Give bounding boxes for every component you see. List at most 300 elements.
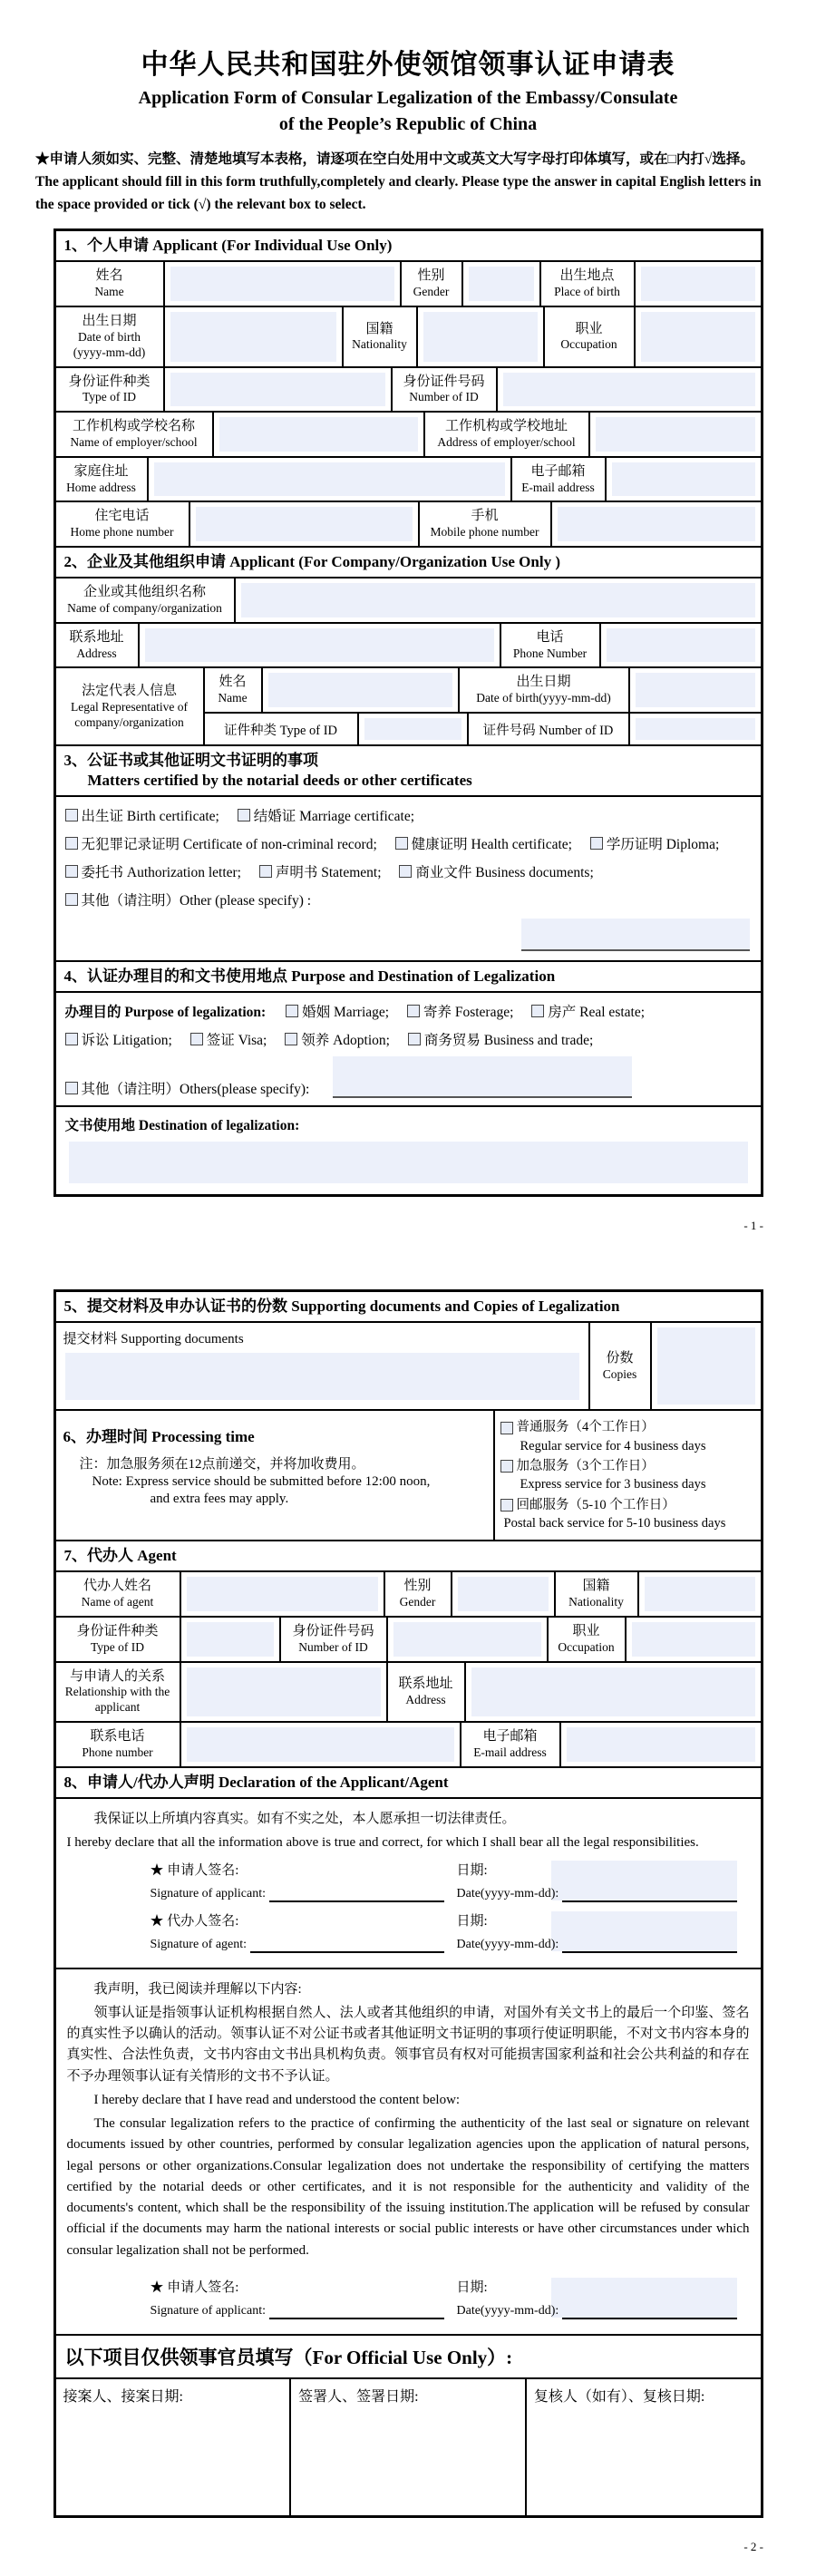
agent-occupation-input[interactable]: [632, 1622, 755, 1657]
option-cn-line: [500, 1457, 755, 1475]
row-org-contact: [56, 622, 761, 667]
section5-header: 5、提交材料及申办认证书的份数 Supporting documents and Copies of Legalization: [63, 1298, 620, 1316]
signature-right: [457, 1861, 750, 1904]
checkbox-label: 领养 Adoption;: [301, 1033, 390, 1049]
cb-postal-service[interactable]: [500, 1499, 513, 1512]
agent-relationship-label: [56, 1663, 180, 1722]
cb-purpose-fosterage[interactable]: [407, 1005, 420, 1017]
agent-email-input[interactable]: [567, 1727, 755, 1762]
case-receiver-label: 接案人、接案日期:: [63, 2388, 183, 2405]
reviewer-cell[interactable]: [525, 2379, 761, 2515]
agent-id-type-input[interactable]: [187, 1622, 274, 1657]
nationality-label: [342, 307, 416, 366]
label-en: Nationality: [352, 337, 407, 352]
label-en: Phone number: [82, 1745, 153, 1759]
mobile-phone-label: [418, 502, 550, 546]
checkbox-item: [408, 1033, 593, 1048]
agent-relationship-input[interactable]: [187, 1667, 381, 1717]
agent-address-input[interactable]: [471, 1667, 755, 1717]
label-cn: 电子邮箱: [482, 1729, 538, 1745]
agent-signature-block: [151, 1911, 750, 1955]
home-address-label: [56, 458, 147, 501]
place-of-birth-cell: [634, 262, 761, 306]
section4-header: 4、认证办理目的和文书使用地点 Purpose and Destination of Legalization: [63, 967, 556, 986]
applicant-signature-block: [151, 1861, 750, 1904]
form-title-cn: 中华人民共和国驻外使领馆领事认证申请表: [141, 50, 675, 80]
date-label-cn: 日期:: [456, 2280, 488, 2295]
sig-agent-line: [151, 1935, 457, 1955]
other-cert-blank-wrap: [56, 917, 761, 960]
option-label-en: Postal back service for 5-10 business days: [503, 1515, 726, 1531]
form-page2-table: [53, 1289, 763, 2517]
cb-birth-cert[interactable]: [65, 809, 78, 821]
checkbox-item: [65, 837, 377, 852]
cb-express-service[interactable]: [500, 1460, 513, 1473]
checkbox-label: 诉讼 Litigation;: [81, 1033, 172, 1049]
label-cn: 份数: [606, 1351, 634, 1366]
agent-nationality-input[interactable]: [645, 1577, 755, 1611]
declaration2-body-cn: 领事认证是指领事认证机构根据自然人、法人或者其他组织的申请，对国外有关文书上的最后一个印鉴、签名的真实性予以确认的活动。领事认证不对公证书或者其他证明文书证明的事项行使证明职能，不对文书内容本身的真实性、合法性负责，文书内容由文书出具机构负责。领事官员有权对可能损害国家利益和社会公共利益的和存在不予办理领事认证有关情形的文书不予认证。: [66, 2005, 750, 2084]
label-en: Date of birth(yyyy-mm-dd): [476, 691, 611, 705]
destination-input[interactable]: [69, 1142, 748, 1183]
purpose-cell: [56, 993, 761, 1105]
checkbox-label: 学历证明 Diploma;: [606, 837, 720, 853]
home-address-input[interactable]: [154, 462, 505, 497]
agent-occupation-cell: [625, 1618, 761, 1661]
supporting-docs-input[interactable]: [65, 1353, 579, 1400]
checkbox-item: [65, 865, 242, 880]
cb-other-cert[interactable]: [65, 893, 78, 906]
cb-regular-service[interactable]: [500, 1422, 513, 1434]
sig-agent-label-cn: ★ 代办人签名:: [150, 1913, 239, 1929]
rep-dob-cell: [628, 668, 761, 712]
date-fill-line[interactable]: [562, 2305, 736, 2319]
date-label-en: Date(yyyy-mm-dd):: [456, 1937, 559, 1951]
label-en: Nationality: [568, 1595, 624, 1609]
dob-label: [56, 307, 163, 366]
label-cn: 工作机构或学校地址: [444, 419, 568, 434]
purpose-options: [56, 993, 761, 1056]
gender-input[interactable]: [469, 267, 534, 301]
option-label-en: Express service for 3 business days: [520, 1477, 706, 1492]
checkbox-item: [395, 837, 572, 852]
cb-health-cert[interactable]: [395, 837, 408, 850]
label-cn: 出生日期: [82, 314, 137, 329]
section8-header: 8、申请人/代办人声明 Declaration of the Applicant/Agent: [63, 1773, 449, 1791]
home-phone-input[interactable]: [196, 507, 413, 541]
home-phone-cell: [189, 502, 418, 546]
label-cn: 性别: [417, 268, 445, 284]
sig-applicant-label-en: Signature of applicant:: [150, 2303, 267, 2318]
signature-right: [457, 2278, 750, 2321]
dob-cell: [163, 307, 342, 366]
id-number-input[interactable]: [503, 373, 755, 407]
label-en: Address: [76, 646, 117, 660]
checkbox-label: 婚姻 Marriage;: [302, 1005, 390, 1021]
cb-authorization[interactable]: [65, 865, 78, 878]
page-number-1: - 1 -: [743, 1219, 763, 1233]
option-label-cn: 加急服务（3个工作日）: [516, 1459, 655, 1474]
date-label-cn: 日期:: [456, 1913, 488, 1929]
nationality-input[interactable]: [423, 312, 538, 362]
processing-note-cn: 注：加急服务须在12点前递交，并将加收费用。: [79, 1457, 365, 1473]
employer-address-cell: [588, 413, 761, 456]
row-agent-relationship: [56, 1661, 761, 1722]
label-cn: 住宅电话: [94, 509, 150, 524]
label-cn: 性别: [403, 1579, 432, 1594]
row-processing-time: [56, 1409, 761, 1540]
email-input[interactable]: [612, 462, 755, 497]
cb-purpose-adoption[interactable]: [285, 1033, 297, 1045]
rep-id-number-input[interactable]: [636, 718, 755, 740]
label-en: Gender: [399, 1595, 436, 1609]
purpose-other-label: 其他（请注明）Others(please specify):: [81, 1082, 310, 1098]
checkbox-item: [407, 1005, 513, 1020]
certificates-cell: [56, 797, 761, 960]
label-cn: 联系电话: [90, 1729, 145, 1745]
label-en: Home phone number: [70, 525, 174, 540]
agent-nationality-label: [554, 1572, 637, 1616]
label-cn: 手机: [471, 509, 499, 524]
service-options: [493, 1411, 761, 1540]
applicant-signature-line[interactable]: [269, 1888, 443, 1902]
agent-id-number-cell: [386, 1618, 547, 1661]
form-title-en-line1: Application Form of Consular Legalization of the Embassy/Consulate: [138, 88, 678, 108]
official-use-header: 以下项目仅供领事官员填写（For Official Use Only）:: [64, 2346, 513, 2368]
copies-input[interactable]: [657, 1327, 755, 1405]
occupation-label: [543, 307, 634, 366]
label-cn: 企业或其他组织名称: [83, 585, 206, 600]
section6-header: 6、办理时间 Processing time: [63, 1428, 255, 1446]
row-declaration-2: [56, 1968, 761, 2334]
agent-name-cell: [180, 1572, 384, 1616]
section1-header: 1、个人申请 Applicant (For Individual Use Only): [63, 237, 393, 255]
applicant-signature-line[interactable]: [269, 2305, 443, 2319]
home-phone-label: [56, 502, 189, 546]
home-address-cell: [147, 458, 510, 501]
section3-header: [56, 746, 761, 795]
id-type-input[interactable]: [170, 373, 385, 407]
cb-purpose-other[interactable]: [65, 1082, 78, 1094]
checkbox-item: [259, 865, 382, 880]
checkbox-label: 出生证 Birth certificate;: [81, 809, 219, 825]
cb-statement[interactable]: [259, 865, 272, 878]
processing-note-en2: and extra fees may apply.: [150, 1492, 289, 1507]
agent-id-number-label: [279, 1618, 386, 1661]
agent-id-number-input[interactable]: [393, 1622, 541, 1657]
row-org-name: [56, 577, 761, 622]
cb-marriage-cert[interactable]: [238, 809, 250, 821]
label-en: Place of birth: [554, 285, 620, 299]
signer-cell[interactable]: [289, 2379, 525, 2515]
label-format: (yyyy-mm-dd): [73, 345, 146, 359]
label-en: Occupation: [560, 337, 617, 352]
row-home-email: [56, 456, 761, 501]
agent-relationship-cell: [180, 1663, 386, 1722]
label-cn: 姓名: [95, 268, 123, 284]
agent-phone-cell: [180, 1723, 460, 1766]
cb-diploma[interactable]: [590, 837, 603, 850]
option-label-cn: 普通服务（4个工作日）: [516, 1420, 655, 1435]
rep-id-number-label: 证件号码 Number of ID: [467, 714, 628, 744]
checkbox-item: [238, 809, 414, 824]
signature-left: [151, 1911, 457, 1955]
form-title-en-line2: of the People’s Republic of China: [278, 114, 538, 134]
org-address-input[interactable]: [145, 628, 494, 663]
row-dob-nationality-occupation: [56, 306, 761, 366]
label-cn: 身份证件种类: [76, 1623, 159, 1638]
rep-dob-input[interactable]: [636, 673, 755, 707]
checkbox-label: 房产 Real estate;: [548, 1005, 646, 1021]
bottom-padding: [0, 2554, 816, 2576]
mobile-phone-cell: [550, 502, 761, 546]
label-cn: 代办人姓名: [83, 1579, 151, 1594]
label-cn: 身份证件号码: [292, 1623, 374, 1638]
agent-gender-label: [384, 1572, 451, 1616]
declaration2-cell: [56, 1969, 761, 2334]
agent-phone-input[interactable]: [187, 1727, 454, 1762]
label-cn: 家庭住址: [73, 463, 129, 479]
rep-id-type-input[interactable]: [364, 718, 461, 740]
date-line: [457, 1884, 750, 1904]
cb-business-docs[interactable]: [399, 865, 412, 878]
fill-instructions: [35, 149, 781, 216]
copies-label: [588, 1323, 650, 1409]
checkbox-label: 无犯罪记录证明 Certificate of non-criminal record;: [81, 837, 377, 853]
agent-email-cell: [559, 1723, 761, 1766]
declaration1-cell: [56, 1799, 761, 1968]
label-en: Occupation: [558, 1639, 615, 1654]
row-agent-id: [56, 1616, 761, 1661]
agent-id-type-label: [56, 1618, 180, 1661]
label-en: Date of birth: [78, 329, 141, 344]
copies-cell: [650, 1323, 761, 1409]
agent-name-input[interactable]: [187, 1577, 378, 1611]
place-of-birth-input[interactable]: [641, 267, 755, 301]
label-cn: 出生地点: [559, 268, 615, 284]
page-1: [0, 42, 816, 1233]
sig-applicant-line: [151, 2301, 457, 2321]
label-cn: 出生日期: [516, 675, 571, 690]
org-phone-cell: [599, 624, 761, 667]
cb-non-criminal[interactable]: [65, 837, 78, 850]
label-cn: 电子邮箱: [530, 463, 586, 479]
label-en: Copies: [602, 1366, 637, 1381]
checkbox-item: [190, 1033, 267, 1048]
date-label-en: Date(yyyy-mm-dd):: [456, 2303, 559, 2318]
purpose-label: 办理目的 Purpose of legalization:: [64, 1005, 267, 1021]
sig-applicant-label-en: Signature of applicant:: [150, 1887, 267, 1901]
declaration2-intro-cn: 我声明，我已阅读并理解以下内容:: [93, 1981, 302, 1997]
label-en: Legal Representative of company/organization: [71, 699, 188, 729]
checkbox-item: [65, 1033, 172, 1048]
employer-name-input[interactable]: [219, 417, 418, 452]
row-certificates: [56, 795, 761, 960]
label-en: Address of employer/school: [437, 434, 576, 449]
checkbox-label: 商业文件 Business documents;: [415, 865, 594, 881]
checkbox-item: [285, 1033, 390, 1048]
label-en: Gender: [413, 285, 450, 299]
certificate-options: [56, 797, 761, 917]
label-en: Name: [218, 691, 248, 705]
checkbox-item: [399, 865, 593, 880]
label-en: Name of company/organization: [67, 600, 222, 615]
agent-gender-input[interactable]: [458, 1577, 549, 1611]
label-en: Name: [94, 285, 124, 299]
legal-rep-details: [203, 668, 761, 744]
rep-name-input[interactable]: [268, 673, 452, 707]
label-cn: 电话: [536, 629, 564, 645]
agent-name-label: [56, 1572, 180, 1616]
section3-header-en: Matters certified by the notarial deeds or other certificates: [87, 772, 472, 790]
org-phone-label: [500, 624, 599, 667]
employer-address-label: [423, 413, 588, 456]
name-label: [56, 262, 163, 306]
agent-address-cell: [464, 1663, 761, 1722]
label-cn: 工作机构或学校名称: [72, 419, 195, 434]
occupation-cell: [634, 307, 761, 366]
agent-nationality-cell: [637, 1572, 761, 1616]
purpose-other-input[interactable]: [333, 1056, 632, 1098]
cb-purpose-litigation[interactable]: [65, 1033, 78, 1045]
cert-other-input[interactable]: [521, 919, 750, 951]
checkbox-label: 签证 Visa;: [206, 1033, 267, 1049]
date-line: [457, 1935, 750, 1955]
agent-signature-line[interactable]: [250, 1939, 443, 1953]
email-cell: [605, 458, 761, 501]
applicant-signature-block-2: [151, 2278, 750, 2321]
case-receiver-cell[interactable]: [56, 2379, 290, 2515]
label-en: Number of ID: [298, 1639, 368, 1654]
checkbox-item: [531, 1005, 645, 1020]
label-en: Mobile phone number: [430, 525, 539, 540]
agent-id-type-cell: [180, 1618, 279, 1661]
label-cn: 职业: [575, 321, 603, 336]
purpose-other-line: [56, 1056, 761, 1105]
id-type-label: [56, 368, 163, 412]
rep-id-row: [205, 712, 761, 744]
org-phone-input[interactable]: [607, 628, 755, 663]
org-address-label: [56, 624, 138, 667]
row-destination: [56, 1105, 761, 1194]
label-cn: 联系地址: [398, 1677, 453, 1692]
employer-address-input[interactable]: [596, 417, 755, 452]
row-employer: [56, 411, 761, 456]
label-en: Type of ID: [82, 390, 137, 404]
label-en: Number of ID: [409, 390, 479, 404]
occupation-input[interactable]: [641, 312, 755, 362]
cb-purpose-real-estate[interactable]: [531, 1005, 544, 1017]
agent-gender-cell: [451, 1572, 554, 1616]
dob-input[interactable]: [170, 312, 336, 362]
form-page1-table: [53, 228, 763, 1197]
checkbox-item: [65, 809, 219, 824]
sig-applicant-label-cn: ★ 申请人签名:: [150, 1863, 239, 1879]
row-id: [56, 366, 761, 412]
employer-name-cell: [212, 413, 423, 456]
checkbox-label: 健康证明 Health certificate;: [411, 837, 572, 853]
sig-applicant-line: [151, 1884, 457, 1904]
row-legal-rep: [56, 666, 761, 744]
supporting-docs-label: 提交材料 Supporting documents: [63, 1332, 244, 1347]
label-en: Home address: [66, 480, 136, 494]
mobile-phone-input[interactable]: [558, 507, 755, 541]
supporting-docs-cell: [56, 1323, 588, 1409]
nationality-cell: [416, 307, 543, 366]
label-en: Name of agent: [81, 1595, 154, 1609]
checkbox-label: 结婚证 Marriage certificate;: [253, 809, 415, 825]
row-phones: [56, 501, 761, 546]
label-en: E-mail address: [473, 1745, 547, 1759]
cb-purpose-marriage[interactable]: [286, 1005, 298, 1017]
email-label: [510, 458, 605, 501]
destination-cell: [56, 1107, 761, 1194]
form-title-en: [0, 85, 816, 138]
sig-agent-label-en: Signature of agent:: [150, 1937, 248, 1951]
cb-purpose-visa[interactable]: [190, 1033, 203, 1045]
label-cn: 身份证件种类: [68, 374, 151, 389]
place-of-birth-label: [539, 262, 634, 306]
row-declaration-1: [56, 1797, 761, 1968]
row-purpose: [56, 991, 761, 1105]
date-label-cn: 日期:: [456, 1863, 488, 1879]
org-name-cell: [234, 578, 761, 622]
label-cn: 身份证件号码: [403, 374, 485, 389]
date-fill-line[interactable]: [562, 1888, 736, 1902]
date-label-en: Date(yyyy-mm-dd):: [456, 1887, 559, 1901]
section7-header: 7、代办人 Agent: [63, 1547, 177, 1565]
label-cn: 姓名: [219, 675, 247, 690]
employer-name-label: [56, 413, 212, 456]
option-label-cn: 回邮服务（5-10 个工作日）: [516, 1497, 675, 1512]
checkbox-item: [286, 1005, 389, 1020]
cb-purpose-business-trade[interactable]: [408, 1033, 421, 1045]
label-en: E-mail address: [521, 480, 595, 494]
processing-note-en1: Note: Express service should be submitted before 12:00 noon,: [92, 1474, 431, 1490]
section3-header-cn: 3、公证书或其他证明文书证明的事项: [63, 752, 318, 770]
rep-name-cell: [261, 668, 458, 712]
fill-instructions-cn: ★申请人须如实、完整、清楚地填写本表格，请逐项在空白处用中文或英文大写字母打印体填写，或在□内打√选择。: [35, 151, 754, 167]
checkbox-item: [65, 893, 312, 909]
checkbox-label: 其他（请注明）Other (please specify) :: [81, 893, 312, 909]
checkbox-label: 委托书 Authorization letter;: [81, 865, 241, 881]
name-input[interactable]: [170, 267, 394, 301]
label-en: Address: [405, 1692, 446, 1706]
rep-id-number-cell: [628, 714, 761, 744]
label-en: Name of employer/school: [70, 434, 198, 449]
declaration1-en: I hereby declare that all the information above is true and correct, for which I shall bear all the legal responsibilities.: [66, 1835, 699, 1851]
page-number-2: - 2 -: [743, 2539, 763, 2553]
sig-applicant-label-cn: ★ 申请人签名:: [150, 2280, 239, 2295]
signer-label: 签署人、签署日期:: [298, 2388, 419, 2405]
declaration1-cn: 我保证以上所填内容真实。如有不实之处，本人愿承担一切法律责任。: [93, 1811, 516, 1826]
checkbox-label: 商务贸易 Business and trade;: [423, 1033, 594, 1049]
row-name-gender-pob: [56, 260, 761, 306]
page-gap: [0, 1233, 816, 1289]
rep-id-type-cell: [357, 714, 467, 744]
org-name-input[interactable]: [241, 583, 755, 617]
date-fill-line[interactable]: [562, 1939, 736, 1953]
row-supporting-docs: [56, 1321, 761, 1409]
service-option: [500, 1457, 755, 1494]
section2-header: 2、企业及其他组织申请 Applicant (For Company/Organization Use Only ): [63, 553, 560, 571]
agent-phone-label: [56, 1723, 180, 1766]
signature-left: [151, 1861, 457, 1904]
row-official-use: [56, 2377, 761, 2515]
gender-cell: [461, 262, 539, 306]
label-en: Relationship with the applicant: [64, 1685, 170, 1715]
signature-right: [457, 1911, 750, 1955]
